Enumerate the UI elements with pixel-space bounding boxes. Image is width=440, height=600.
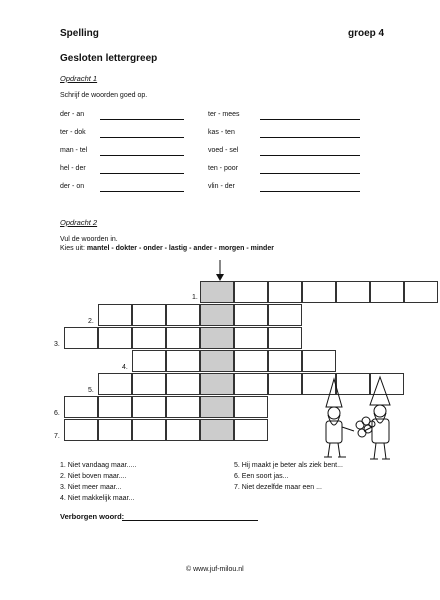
clue-6: 6. Een soort jas...	[234, 473, 289, 480]
task2-instruction: Vul de woorden in.	[60, 236, 118, 243]
crossword-cell[interactable]	[132, 396, 166, 418]
crossword-cell[interactable]	[234, 281, 268, 303]
gnomes-illustration	[318, 375, 398, 465]
crossword-cell[interactable]	[268, 327, 302, 349]
crossword-cell[interactable]	[98, 396, 132, 418]
hidden-word-label: Verborgen woord:	[60, 512, 125, 521]
answer-line[interactable]	[100, 155, 184, 156]
crossword-cell[interactable]	[302, 281, 336, 303]
word-right-4: ten - poor	[208, 165, 238, 172]
answer-line[interactable]	[100, 119, 184, 120]
word-left-5: der - on	[60, 183, 85, 190]
clue-5: 5. Hij maakt je beter als ziek bent...	[234, 462, 343, 469]
clue-7: 7. Niet dezelfde maar een ...	[234, 484, 322, 491]
footer-copyright: © www.juf-milou.nl	[186, 566, 244, 573]
hidden-word-cell[interactable]	[200, 304, 234, 326]
crossword-cell[interactable]	[64, 419, 98, 441]
crossword-cell[interactable]	[132, 419, 166, 441]
crossword-cell[interactable]	[234, 373, 268, 395]
crossword-cell[interactable]	[268, 373, 302, 395]
crossword-cell[interactable]	[64, 327, 98, 349]
choose-label: Kies uit:	[60, 245, 85, 252]
hidden-word-cell[interactable]	[200, 396, 234, 418]
word-right-2: kas - ten	[208, 129, 235, 136]
crossword-cell[interactable]	[336, 281, 370, 303]
word-left-3: man - tel	[60, 147, 88, 154]
crossword-cell[interactable]	[234, 396, 268, 418]
crossword-cell[interactable]	[370, 281, 404, 303]
row-number: 6.	[54, 410, 60, 417]
clue-4: 4. Niet makkelijk maar...	[60, 495, 135, 502]
clue-2: 2. Niet boven maar....	[60, 473, 127, 480]
crossword-cell[interactable]	[98, 327, 132, 349]
hidden-word-cell[interactable]	[200, 281, 234, 303]
crossword-cell[interactable]	[166, 419, 200, 441]
crossword-cell[interactable]	[234, 350, 268, 372]
task1-instruction: Schrijf de woorden goed op.	[60, 92, 148, 99]
hidden-word-line[interactable]	[122, 520, 258, 521]
answer-line[interactable]	[100, 173, 184, 174]
crossword-cell[interactable]	[268, 281, 302, 303]
clue-3: 3. Niet meer maar...	[60, 484, 122, 491]
word-left-1: der - an	[60, 111, 85, 118]
word-right-1: ter - mees	[208, 111, 240, 118]
row-number: 2.	[88, 318, 94, 325]
crossword-cell[interactable]	[234, 304, 268, 326]
word-right-5: vlin - der	[208, 183, 235, 190]
worksheet-subtitle: Gesloten lettergreep	[60, 53, 158, 64]
answer-line[interactable]	[100, 137, 184, 138]
hidden-word-cell[interactable]	[200, 419, 234, 441]
row-number: 4.	[122, 364, 128, 371]
crossword-cell[interactable]	[166, 396, 200, 418]
task2-heading: Opdracht 2	[60, 218, 98, 227]
choice-words: mantel - dokter - onder - lastig - ander - morgen - minder	[86, 245, 274, 252]
crossword-cell[interactable]	[268, 350, 302, 372]
crossword-cell[interactable]	[98, 419, 132, 441]
arrow-down-icon	[213, 260, 227, 282]
crossword-cell[interactable]	[404, 281, 438, 303]
task1-heading: Opdracht 1	[60, 74, 98, 83]
crossword-cell[interactable]	[234, 419, 268, 441]
hidden-word-cell[interactable]	[200, 327, 234, 349]
task2-choices	[60, 245, 274, 252]
hidden-word-cell[interactable]	[200, 373, 234, 395]
crossword-cell[interactable]	[268, 304, 302, 326]
answer-line[interactable]	[260, 173, 360, 174]
row-number: 5.	[88, 387, 94, 394]
answer-line[interactable]	[260, 137, 360, 138]
crossword-cell[interactable]	[166, 350, 200, 372]
crossword-cell[interactable]	[132, 373, 166, 395]
group-label: groep 4	[348, 28, 385, 39]
clue-1: 1. Niet vandaag maar.....	[60, 462, 137, 469]
crossword-cell[interactable]	[234, 327, 268, 349]
row-number: 1.	[192, 294, 198, 301]
worksheet-title: Spelling	[60, 28, 99, 39]
crossword-cell[interactable]	[98, 373, 132, 395]
crossword-cell[interactable]	[98, 304, 132, 326]
crossword-cell[interactable]	[132, 304, 166, 326]
crossword-cell[interactable]	[132, 350, 166, 372]
answer-line[interactable]	[260, 191, 360, 192]
word-right-3: voed - sel	[208, 147, 239, 154]
hidden-word-cell[interactable]	[200, 350, 234, 372]
word-left-2: ter - dok	[60, 129, 86, 136]
crossword-cell[interactable]	[132, 327, 166, 349]
crossword-cell[interactable]	[166, 304, 200, 326]
row-number: 3.	[54, 341, 60, 348]
row-number: 7.	[54, 433, 60, 440]
crossword-cell[interactable]	[64, 396, 98, 418]
answer-line[interactable]	[260, 155, 360, 156]
crossword-cell[interactable]	[166, 327, 200, 349]
answer-line[interactable]	[260, 119, 360, 120]
crossword-cell[interactable]	[302, 350, 336, 372]
word-left-4: hel - der	[60, 165, 86, 172]
answer-line[interactable]	[100, 191, 184, 192]
crossword-cell[interactable]	[166, 373, 200, 395]
